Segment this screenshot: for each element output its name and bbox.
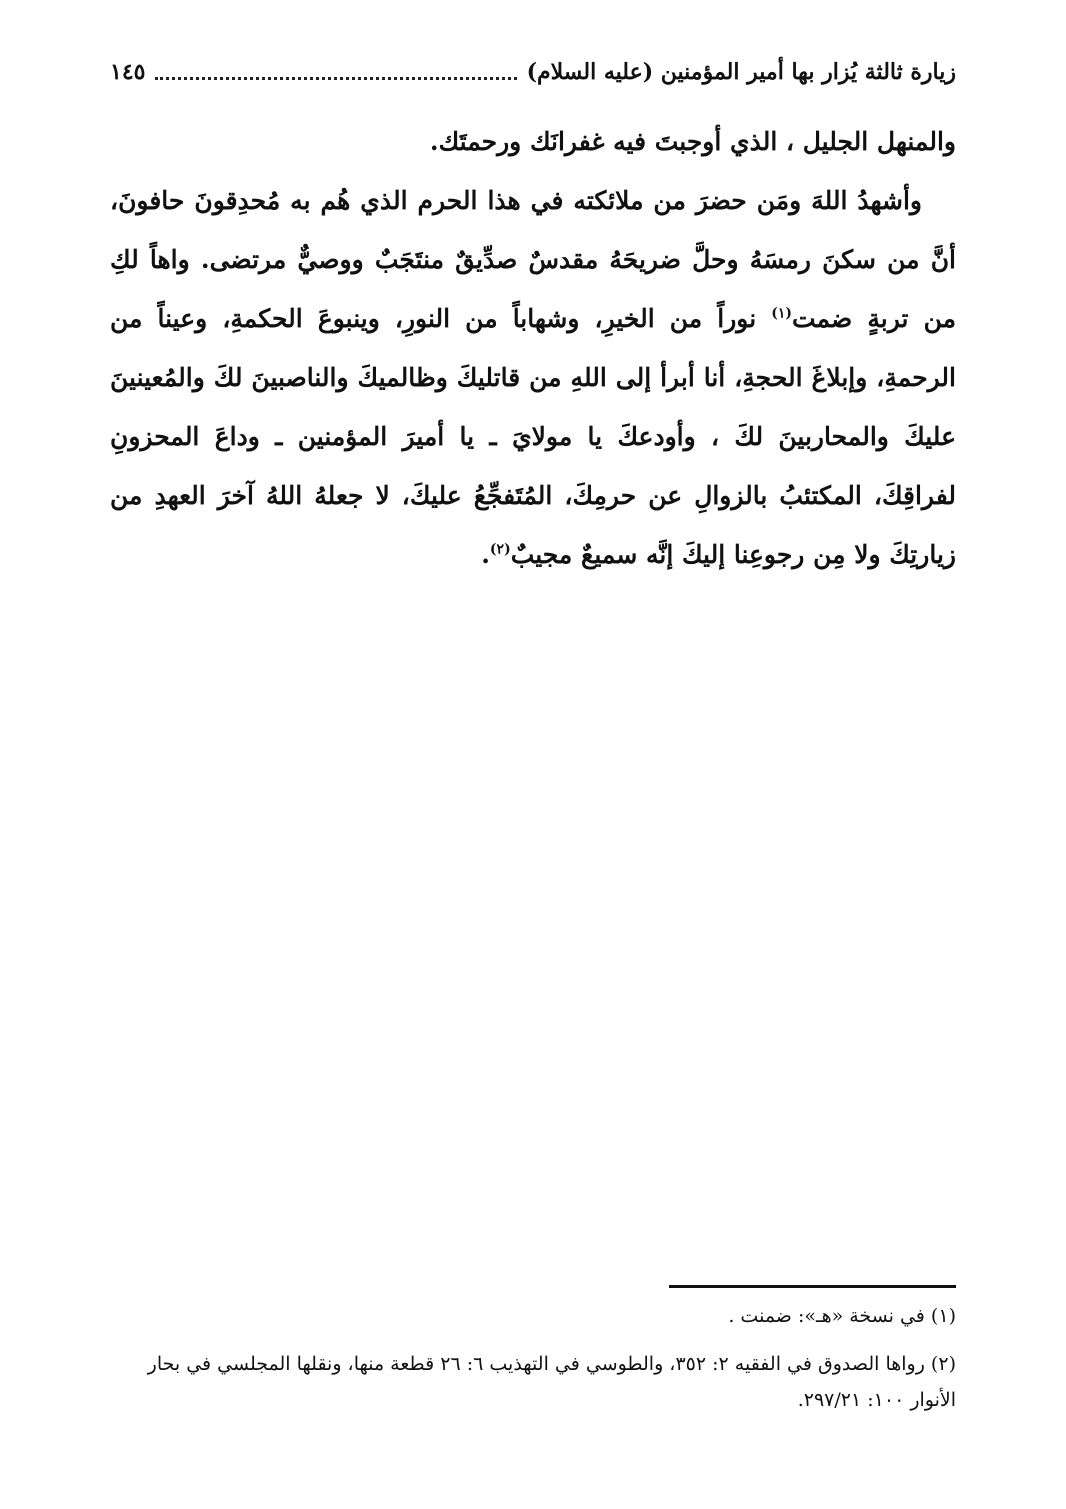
main-text <box>110 112 956 584</box>
footnote-separator <box>669 1285 956 1288</box>
footnotes <box>110 1298 956 1430</box>
paragraph-2-part-2: نوراً من الخيرِ، وشهاباً من النورِ، وينبوعَ الحكمةِ، وعيناً من الرحمةِ، وإبلاغَ الحجةِ، أنا أبرأ إلى اللهِ من قاتليكَ وظالميكَ والناصبينَ لكَ والمُعينينَ عليكَ والمحاربينَ لكَ ، وأودعكَ يا مولايَ ـ يا أميرَ المؤمنين ـ وداعَ المحزونِ لفراقِكَ، المكتئبُ بالزوالِ عن حرمِكَ، المُتَفجِّعُ عليكَ، لا جعلهُ اللهُ آخرَ العهدِ من زيارتِكَ ولا مِن رجوعِنا إليكَ إنَّه سميعٌ مجيبٌ <box>110 304 956 569</box>
paragraph-2-end: . <box>481 540 490 569</box>
footnote-1: (١) في نسخة «هـ»: ضمنت . <box>728 1305 956 1327</box>
footnote-ref-1: (١) <box>771 305 793 322</box>
page-number: ١٤٥ <box>110 59 146 85</box>
running-header <box>110 50 956 94</box>
paragraph-2 <box>110 171 956 584</box>
header-dot-leader <box>155 77 516 80</box>
paragraph-2-part-1: وأشهدُ اللهَ ومَن حضرَ من ملائكته في هذا الحرم الذي هُم به مُحدِقونَ حافونَ، أنَّ من سكنَ رمسَهُ وحلَّ ضريحَهُ مقدسٌ صدِّيقٌ منتَجَبٌ ووصيٌّ مرتضى. واهاً لكِ من تربةٍ ضمت <box>110 186 956 333</box>
footnote-ref-2: (٢) <box>489 541 511 558</box>
paragraph-1: والمنهل الجليل ، الذي أوجبتَ فيه غفرانَك ورحمتَك. <box>429 127 956 156</box>
footnote-2: (٢) رواها الصدوق في الفقيه ٢: ٣٥٢، والطوسي في التهذيب ٦: ٢٦ قطعة منها، ونقلها المجلسي في بحار الأنوار ١٠٠: ٢٩٧/٢١. <box>147 1353 956 1411</box>
header-title: زيارة ثالثة يُزار بها أمير المؤمنين (عليه السلام) <box>526 59 956 85</box>
